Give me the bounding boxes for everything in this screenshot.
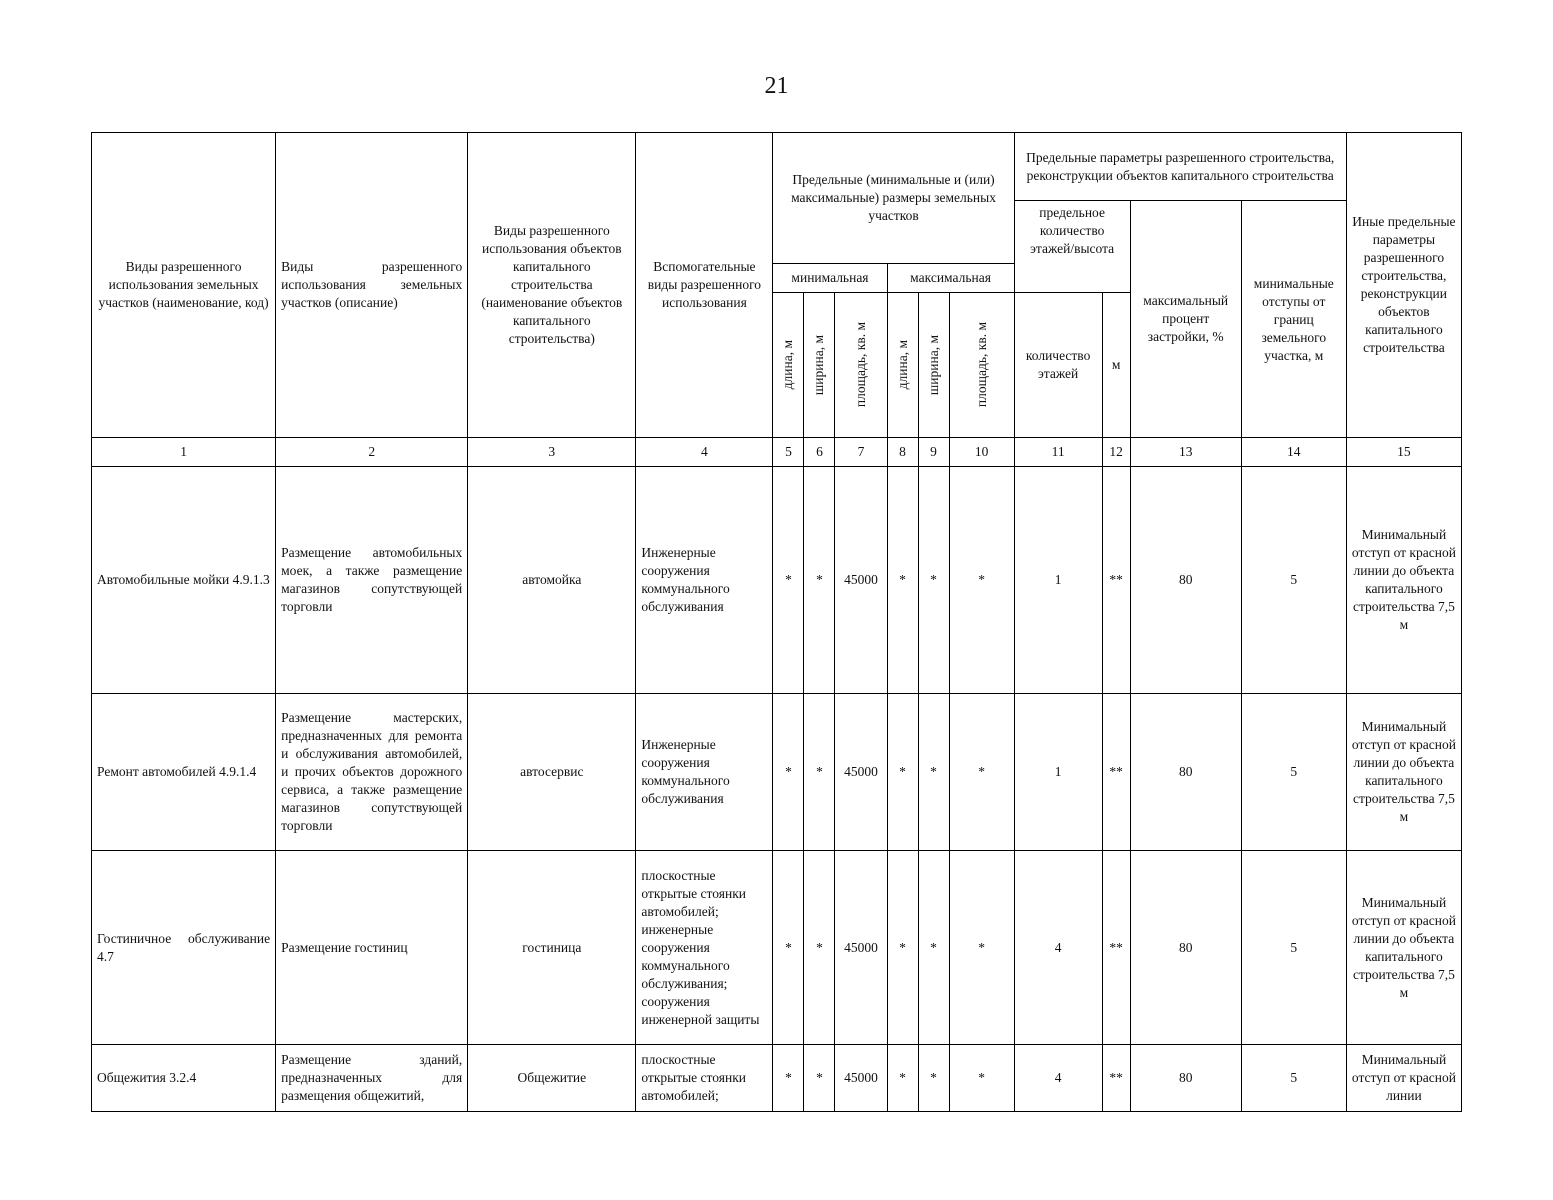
row-description: Размещение автомобильных моек, а также размещение магазинов сопутствующей торговли (276, 467, 468, 694)
row-other: Минимальный отступ от красной линии до объекта капитального строительства 7,5 м (1346, 694, 1461, 851)
col-number: 4 (636, 438, 773, 467)
header-group-sizes: Предельные (минимальные и (или) максимальные) размеры земельных участков (773, 133, 1014, 264)
header-max-width: ширина, м (918, 293, 949, 438)
row-object: гостиница (468, 851, 636, 1045)
row-min-length: * (773, 851, 804, 1045)
row-max-area: * (949, 694, 1014, 851)
row-max-width: * (918, 467, 949, 694)
row-object: автомойка (468, 467, 636, 694)
header-floors-height: предельное количество этажей/высота (1014, 201, 1130, 293)
col-number: 1 (92, 438, 276, 467)
row-max-area: * (949, 467, 1014, 694)
row-min-width: * (804, 694, 835, 851)
header-col1: Виды разрешенного использования земельных участков (наименование, код) (92, 133, 276, 438)
row-min-length: * (773, 467, 804, 694)
row-setback: 5 (1241, 1045, 1346, 1112)
row-name: Автомобильные мойки 4.9.1.3 (92, 467, 276, 694)
row-max-length: * (887, 694, 918, 851)
row-auxiliary: Инженерные сооружения коммунального обслуживания (636, 694, 773, 851)
row-floors: 1 (1014, 694, 1102, 851)
row-other: Минимальный отступ от красной линии до объекта капитального строительства 7,5 м (1346, 467, 1461, 694)
row-height: ** (1102, 467, 1130, 694)
row-description: Размещение зданий, предназначенных для размещения общежитий, (276, 1045, 468, 1112)
header-row-1 (92, 133, 1462, 201)
col-number: 10 (949, 438, 1014, 467)
page-number: 21 (764, 73, 789, 99)
row-max-width: * (918, 1045, 949, 1112)
row-percent: 80 (1130, 467, 1241, 694)
col-number: 12 (1102, 438, 1130, 467)
row-min-width: * (804, 851, 835, 1045)
table-row (92, 1045, 1462, 1112)
row-percent: 80 (1130, 1045, 1241, 1112)
row-min-area: 45000 (835, 851, 887, 1045)
row-name: Общежития 3.2.4 (92, 1045, 276, 1112)
header-min-area: площадь, кв. м (835, 293, 887, 438)
table-row (92, 467, 1462, 694)
row-description: Размещение мастерских, предназначенных для ремонта и обслуживания автомобилей, и прочих объектов дорожного сервиса, а также размещение магазинов сопутствующей торговли (276, 694, 468, 851)
row-auxiliary: плоскостные открытые стоянки автомобилей; (636, 1045, 773, 1112)
header-col4: Вспомогательные виды разрешенного использования (636, 133, 773, 438)
row-max-length: * (887, 851, 918, 1045)
row-height: ** (1102, 694, 1130, 851)
row-min-area: 45000 (835, 467, 887, 694)
table-row (92, 694, 1462, 851)
row-object: автосервис (468, 694, 636, 851)
row-setback: 5 (1241, 851, 1346, 1045)
row-height: ** (1102, 1045, 1130, 1112)
row-min-length: * (773, 1045, 804, 1112)
col-number: 2 (276, 438, 468, 467)
header-col2: Виды разрешенного использования земельных участков (описание) (276, 133, 468, 438)
header-col3: Виды разрешенного использования объектов капитального строительства (наименование объектов капитального строительства) (468, 133, 636, 438)
col-number: 14 (1241, 438, 1346, 467)
row-max-area: * (949, 851, 1014, 1045)
col-number: 11 (1014, 438, 1102, 467)
row-min-width: * (804, 467, 835, 694)
col-number: 3 (468, 438, 636, 467)
col-number: 9 (918, 438, 949, 467)
col-number: 5 (773, 438, 804, 467)
row-percent: 80 (1130, 851, 1241, 1045)
col-number: 13 (1130, 438, 1241, 467)
table-row (92, 851, 1462, 1045)
header-min-length: длина, м (773, 293, 804, 438)
row-max-width: * (918, 851, 949, 1045)
col-number: 6 (804, 438, 835, 467)
col-number: 15 (1346, 438, 1461, 467)
header-max-length: длина, м (887, 293, 918, 438)
row-setback: 5 (1241, 467, 1346, 694)
row-max-area: * (949, 1045, 1014, 1112)
col-number: 8 (887, 438, 918, 467)
header-max-percent: максимальный процент застройки, % (1130, 201, 1241, 438)
row-max-length: * (887, 1045, 918, 1112)
row-object: Общежитие (468, 1045, 636, 1112)
row-min-area: 45000 (835, 1045, 887, 1112)
header-max-area: площадь, кв. м (949, 293, 1014, 438)
header-floors-count: количество этажей (1014, 293, 1102, 438)
row-floors: 4 (1014, 1045, 1102, 1112)
row-floors: 1 (1014, 467, 1102, 694)
header-meters: м (1102, 293, 1130, 438)
row-min-width: * (804, 1045, 835, 1112)
row-other: Минимальный отступ от красной линии (1346, 1045, 1461, 1112)
col-number: 7 (835, 438, 887, 467)
row-auxiliary: Инженерные сооружения коммунального обслуживания (636, 467, 773, 694)
zoning-table (91, 132, 1462, 1112)
header-min: минимальная (773, 264, 887, 293)
row-setback: 5 (1241, 694, 1346, 851)
row-auxiliary: плоскостные открытые стоянки автомобилей; инженерные сооружения коммунального обслуживания; сооружения инженерной защиты (636, 851, 773, 1045)
row-min-area: 45000 (835, 694, 887, 851)
row-name: Ремонт автомобилей 4.9.1.4 (92, 694, 276, 851)
row-description: Размещение гостиниц (276, 851, 468, 1045)
row-min-length: * (773, 694, 804, 851)
row-name: Гостиничное обслуживание 4.7 (92, 851, 276, 1045)
row-height: ** (1102, 851, 1130, 1045)
row-floors: 4 (1014, 851, 1102, 1045)
header-max: максимальная (887, 264, 1014, 293)
header-min-width: ширина, м (804, 293, 835, 438)
row-max-length: * (887, 467, 918, 694)
header-group-params: Предельные параметры разрешенного строительства, реконструкции объектов капитального строительства (1014, 133, 1346, 201)
column-numbers-row (92, 438, 1462, 467)
row-other: Минимальный отступ от красной линии до объекта капитального строительства 7,5 м (1346, 851, 1461, 1045)
header-min-setback: минимальные отступы от границ земельного участка, м (1241, 201, 1346, 438)
row-max-width: * (918, 694, 949, 851)
row-percent: 80 (1130, 694, 1241, 851)
header-col15: Иные предельные параметры разрешенного строительства, реконструкции объектов капитального строительства (1346, 133, 1461, 438)
